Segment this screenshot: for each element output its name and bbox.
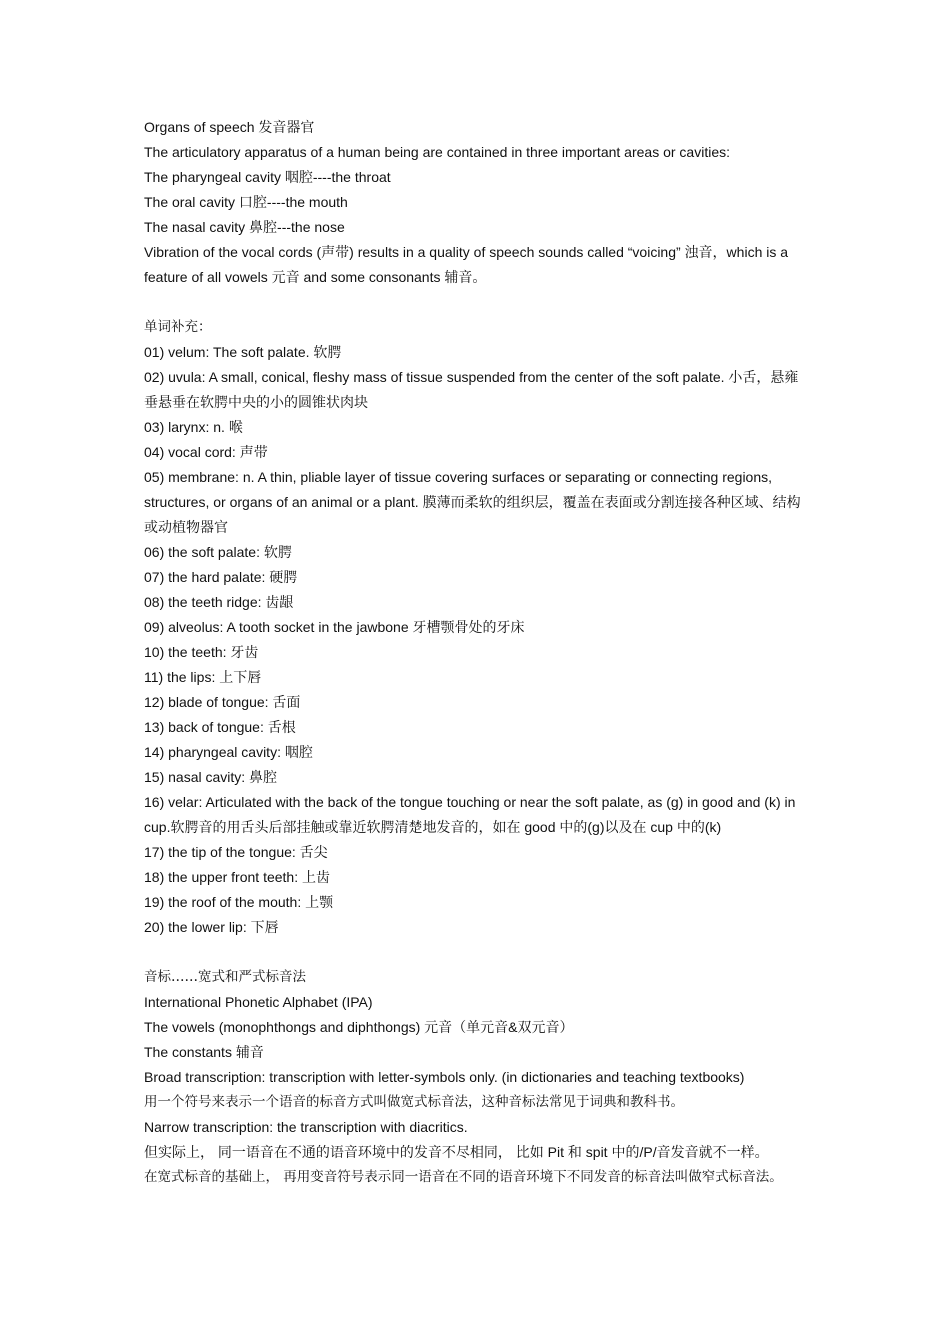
- vocab-item: 13) back of tongue: 舌根: [144, 719, 296, 735]
- transcription-section: [144, 965, 810, 1190]
- cavity-line: The pharyngeal cavity 咽腔----the throat: [144, 169, 391, 185]
- vocab-item: 07) the hard palate: 硬腭: [144, 569, 298, 585]
- vocab-item: 17) the tip of the tongue: 舌尖: [144, 844, 328, 860]
- document-body: [144, 115, 810, 1190]
- broad-transcription-line: Broad transcription: transcription with letter-symbols only. (in dictionaries and teaching textbooks): [144, 1069, 745, 1085]
- vocab-item: 16) velar: Articulated with the back of the tongue touching or near the soft palate, as (g) in good and (k) in cup.软腭音的用舌头后部挂触或靠近软腭清楚地发音的，如在 good 中的(g)以及在 cup 中的(k): [144, 794, 796, 835]
- vocab-item: 11) the lips: 上下唇: [144, 669, 262, 685]
- narrow-transcription-line: Narrow transcription: the transcription with diacritics.: [144, 1119, 468, 1135]
- vocab-item: 09) alveolus: A tooth socket in the jawbone 牙槽颚骨处的牙床: [144, 619, 525, 635]
- narrow-example-line: 但实际上， 同一语音在不通的语音环境中的发音不尽相同， 比如 Pit 和 spit 中的/P/音发音就不一样。: [144, 1144, 769, 1160]
- vocabulary-heading: 单词补充：: [144, 319, 212, 335]
- vocab-item: 01) velum: The soft palate. 软腭: [144, 344, 342, 360]
- vocab-item: 06) the soft palate: 软腭: [144, 544, 292, 560]
- voicing-paragraph: Vibration of the vocal cords (声带) results in a quality of speech sounds called “voicing” 浊音，which is a feature of all vowels 元音 and some consonants 辅音。: [144, 244, 789, 285]
- vocab-item: 20) the lower lip: 下唇: [144, 919, 279, 935]
- vocab-item: 18) the upper front teeth: 上齿: [144, 869, 330, 885]
- broad-transcription-explanation: 用一个符号来表示一个语音的标音方式叫做宽式标音法，这种音标法常见于词典和教科书。: [144, 1094, 684, 1110]
- vocab-item: 15) nasal cavity: 鼻腔: [144, 769, 278, 785]
- section-title: Organs of speech 发音器官: [144, 119, 315, 135]
- vocab-item: 14) pharyngeal cavity: 咽腔: [144, 744, 313, 760]
- constants-line: The constants 辅音: [144, 1044, 264, 1060]
- transcription-heading: 音标……宽式和严式标音法: [144, 969, 306, 985]
- vocab-item: 05) membrane: n. A thin, pliable layer of tissue covering surfaces or separating or connecting regions, structures, or organs of an animal or a plant. 膜薄而柔软的组织层，覆盖在表面或分割连接各种区域、结构或动植物器官: [144, 469, 801, 535]
- vowels-line: The vowels (monophthongs and diphthongs) 元音（单元音&双元音）: [144, 1019, 574, 1035]
- vocabulary-section: [144, 315, 810, 940]
- paragraph-gap: [144, 290, 810, 315]
- vocab-item: 04) vocal cord: 声带: [144, 444, 268, 460]
- paragraph-gap: [144, 940, 810, 965]
- vocab-item: 10) the teeth: 牙齿: [144, 644, 259, 660]
- vocab-item: 12) blade of tongue: 舌面: [144, 694, 301, 710]
- vocab-item: 08) the teeth ridge: 齿龈: [144, 594, 294, 610]
- cavity-line: The oral cavity 口腔----the mouth: [144, 194, 348, 210]
- vocab-item: 19) the roof of the mouth: 上颚: [144, 894, 334, 910]
- vocab-item: 03) larynx: n. 喉: [144, 419, 243, 435]
- ipa-line: International Phonetic Alphabet (IPA): [144, 994, 373, 1010]
- intro-sentence: The articulatory apparatus of a human being are contained in three important areas or cavities:: [144, 144, 730, 160]
- vocab-item: 02) uvula: A small, conical, fleshy mass of tissue suspended from the center of the soft palate. 小舌，悬雍垂悬垂在软腭中央的小的圆锥状肉块: [144, 369, 799, 410]
- organs-of-speech-section: [144, 115, 810, 290]
- cavity-line: The nasal cavity 鼻腔---the nose: [144, 219, 345, 235]
- narrow-transcription-explanation: 在宽式标音的基础上， 再用变音符号表示同一语音在不同的语音环境下不同发音的标音法叫做窄式标音法。: [144, 1169, 783, 1185]
